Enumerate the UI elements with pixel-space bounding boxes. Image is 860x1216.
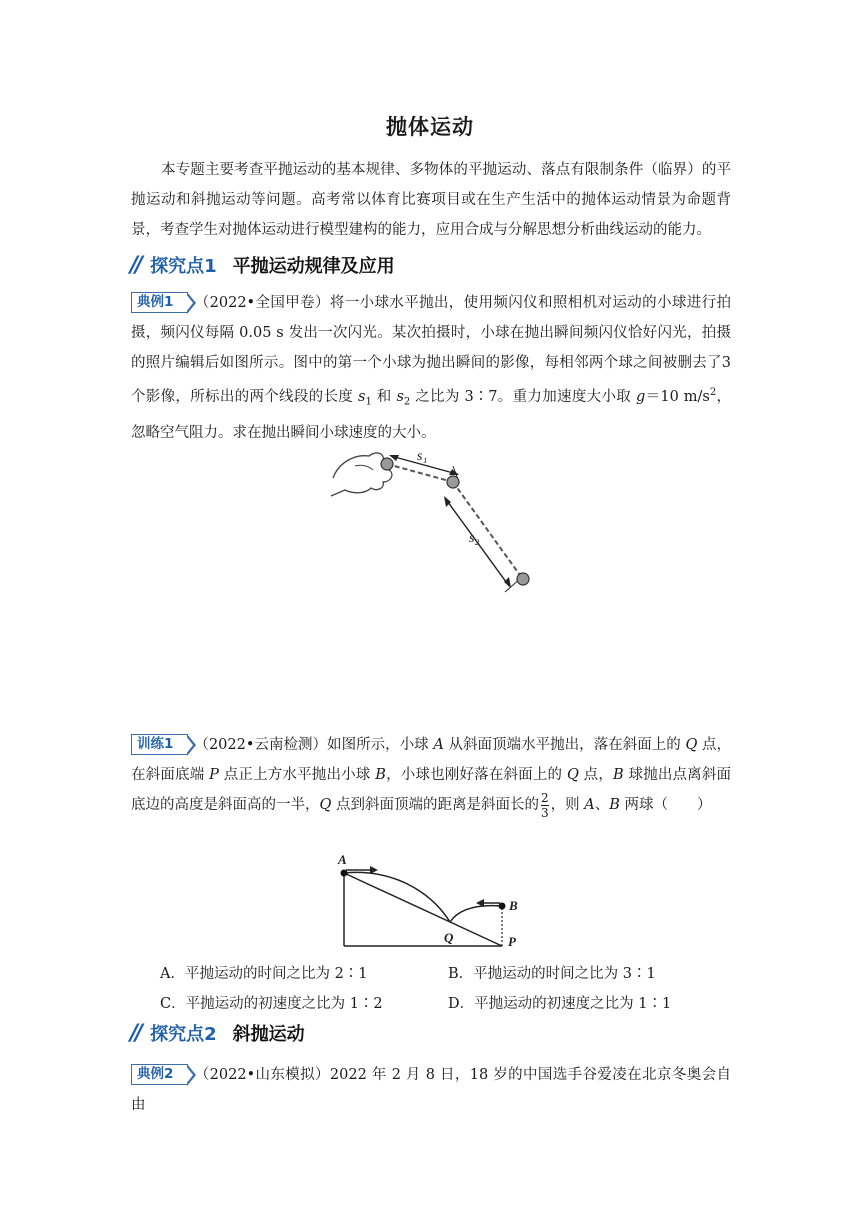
section-slash-icon: //: [130, 1020, 141, 1046]
example-tag: 典例2: [131, 1064, 188, 1085]
training-tag: 训练1: [131, 734, 188, 755]
section-number: 探究点2: [150, 1024, 217, 1045]
s1-label: s₁: [417, 449, 428, 464]
ball-b: [499, 903, 506, 910]
option-a[interactable]: A．平抛运动的时间之比为 2∶1: [160, 966, 368, 982]
incline-figure: [330, 848, 530, 953]
svg-text:P: P: [508, 934, 516, 949]
training-1: 训练1 （2022•云南检测）如图所示，小球 A 从斜面顶端水平抛出，落在斜面上的 Q 点，在斜面底端 P 点正上方水平抛出小球 B，小球也刚好落在斜面上的 Q 点，B 球抛出点离斜面底边的高度是斜面高的一半，Q 点到斜面顶端的距离是斜面长的 $\frac{2}{3}$ ，则 A、B 两球（ ）: [131, 736, 732, 820]
section-heading-2: [130, 1019, 305, 1047]
section-number: 探究点1: [150, 256, 217, 277]
svg-text:A: A: [338, 852, 347, 867]
ball-1: [381, 458, 393, 470]
option-d[interactable]: D．平抛运动的初速度之比为 1∶1: [448, 996, 672, 1012]
section-name: 斜抛运动: [232, 1024, 305, 1045]
example-2: 典例2 （2022•山东模拟）2022 年 2 月 8 日，18 岁的中国选手谷爱凌在北京冬奥会自由: [131, 1066, 731, 1113]
strobe-figure: [325, 440, 545, 600]
example-1: 典例1 （2022•全国甲卷）将一小球水平抛出，使用频闪仪和照相机对运动的小球进行拍摄，频闪仪每隔 0.05 s 发出一次闪光。某次拍摄时，小球在抛出瞬间频闪仪恰好闪光，拍摄的照片编辑后如图所示。图中的第一个小球为抛出瞬间的影像，每相邻两个球之间被删去了3 个影像，所标出的两个线段的长度 $s_1$ 和 $s_2$ 之比为 3∶7。重力加速度大小取 g＝10 $m/s^2$，忽略空气阻力。求在抛出瞬间小球速度的大小。: [131, 294, 732, 441]
page-title: 抛体运动: [386, 115, 474, 139]
option-b[interactable]: B．平抛运动的时间之比为 3∶1: [448, 966, 656, 982]
ball-a: [341, 870, 348, 877]
svg-text:B: B: [509, 898, 518, 913]
intro-paragraph: 本专题主要考查平抛运动的基本规律、多物体的平抛运动、落点有限制条件（临界）的平抛运动和斜抛运动等问题。高考常以体育比赛项目或在生产生活中的抛体运动情景为命题背景，考查学生对抛体运动进行模型建构的能力，应用合成与分解思想分析曲线运动的能力。: [131, 162, 731, 238]
section-name: 平抛运动规律及应用: [232, 256, 395, 277]
example-tag: 典例1: [131, 292, 188, 313]
section-slash-icon: //: [130, 252, 141, 278]
section-heading-1: [130, 251, 395, 279]
s2-label: s₂: [469, 531, 480, 546]
svg-text:Q: Q: [444, 930, 454, 945]
ball-3: [517, 573, 529, 585]
fraction: $\frac{2}{3}$: [541, 790, 549, 820]
ball-2: [447, 476, 459, 488]
option-c[interactable]: C．平抛运动的初速度之比为 1∶2: [160, 996, 383, 1012]
